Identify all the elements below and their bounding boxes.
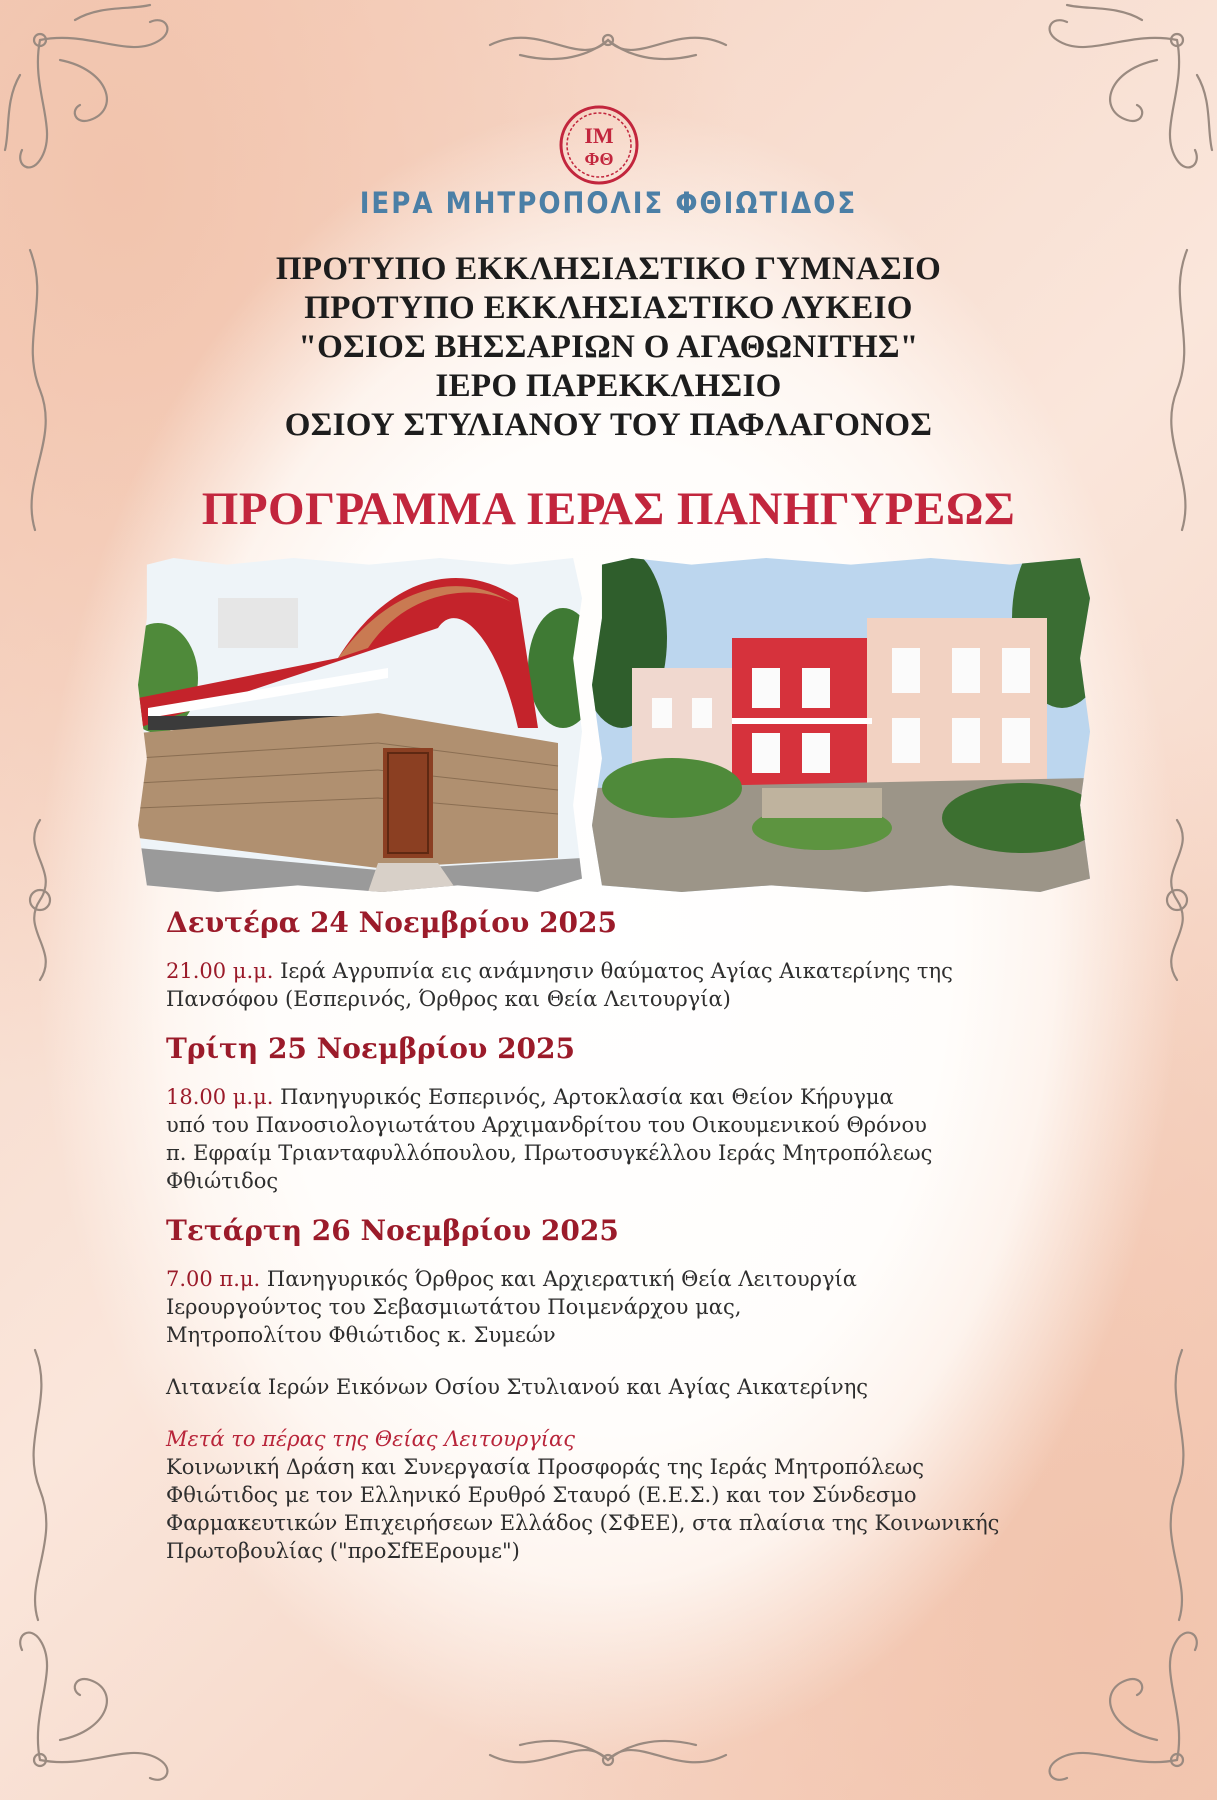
after-liturgy-text: Κοινωνική Δράση και Συνεργασία Προσφοράς της Ιεράς Μητροπόλεως xyxy=(166,1455,925,1479)
metropolis-logo-icon xyxy=(558,104,640,186)
heading-line: ΟΣΙΟΥ ΣΤΥΛΙΑΝΟΥ ΤΟΥ ΠΑΦΛΑΓΟΝΟΣ xyxy=(284,407,933,443)
logo-monogram-bottom: ΦΘ xyxy=(584,149,614,169)
corner-scroll-icon xyxy=(1050,5,1212,167)
right-side-vine-icon xyxy=(1167,250,1187,1620)
logo-monogram-top: ΙΜ xyxy=(584,123,614,148)
day-section xyxy=(166,1031,1066,1195)
school-building-photo xyxy=(592,558,1090,892)
entry-text: Πανσόφου (Εσπερινός, Όρθρος και Θεία Λειτουργία) xyxy=(166,987,731,1011)
entry-time: 18.00 μ.μ. xyxy=(166,1085,274,1109)
after-liturgy-text: Πρωτοβουλίας ("προΣfΕΕρουμε") xyxy=(166,1539,520,1563)
chapel-photo xyxy=(138,558,582,892)
schedule-entry xyxy=(166,957,1066,985)
day-title: Τετάρτη 26 Νοεμβρίου 2025 xyxy=(166,1214,619,1247)
corner-scroll-icon xyxy=(5,5,167,167)
day-section xyxy=(166,905,1066,1013)
corner-scroll-icon xyxy=(20,1633,167,1780)
entry-text: υπό του Πανοσιολογιωτάτου Αρχιμανδρίτου του Οικουμενικού Θρόνου xyxy=(166,1113,927,1137)
procession-note: Λιτανεία Ιερών Εικόνων Οσίου Στυλιανού και Αγίας Αικατερίνης xyxy=(166,1375,869,1399)
after-liturgy-heading: Μετά το πέρας της Θείας Λειτουργίας xyxy=(166,1427,575,1451)
heading-line: ΠΡΟΤΥΠΟ ΕΚΚΛΗΣΙΑΣΤΙΚΟ ΛΥΚΕΙΟ xyxy=(304,290,913,326)
entry-time: 7.00 π.μ. xyxy=(166,1267,261,1291)
heading-line: ΠΡΟΤΥΠΟ ΕΚΚΛΗΣΙΑΣΤΙΚΟ ΓΥΜΝΑΣΙΟ xyxy=(275,251,942,287)
day-section xyxy=(166,1213,1066,1349)
entry-text: π. Εφραίμ Τριανταφυλλόπουλου, Πρωτοσυγκέλλου Ιεράς Μητροπόλεως xyxy=(166,1141,933,1165)
entry-text: Πανηγυρικός Όρθρος και Αρχιερατική Θεία Λειτουργία xyxy=(260,1267,857,1291)
left-side-vine-icon xyxy=(30,250,50,1620)
schedule-entry xyxy=(166,1265,1066,1293)
entry-text: Μητροπολίτου Φθιώτιδος κ. Συμεών xyxy=(166,1323,556,1347)
feast-schedule xyxy=(166,905,1066,1565)
top-flourish-icon xyxy=(490,35,726,59)
day-title: Δευτέρα 24 Νοεμβρίου 2025 xyxy=(166,906,617,939)
after-liturgy-text: Φθιώτιδος με τον Ελληνικό Ερυθρό Σταυρό (Ε.Ε.Σ.) και τον Σύνδεσμο xyxy=(166,1483,917,1507)
after-liturgy-text: Φαρμακευτικών Επιχειρήσεων Ελλάδος (ΣΦΕΕ), στα πλαίσια της Κοινωνικής xyxy=(166,1511,1000,1535)
program-title: ΠΡΟΓΡΑΜΜΑ ΙΕΡΑΣ ΠΑΝΗΓΥΡΕΩΣ xyxy=(201,483,1016,535)
metropolis-name: ΙΕΡΑ ΜΗΤΡΟΠΟΛΙΣ ΦΘΙΩΤΙΔΟΣ xyxy=(359,186,858,220)
bottom-flourish-icon xyxy=(490,1741,726,1765)
heading-line: "ΟΣΙΟΣ ΒΗΣΣΑΡΙΩΝ Ο ΑΓΑΘΩΝΙΤΗΣ" xyxy=(298,329,919,365)
schedule-entry xyxy=(166,1083,1066,1111)
entry-text: Ιερουργούντος του Σεβασμιωτάτου Ποιμενάρχου μας, xyxy=(166,1295,742,1319)
heading-line: ΙΕΡΟ ΠΑΡΕΚΚΛΗΣΙΟ xyxy=(435,368,782,404)
school-heading xyxy=(0,250,1217,445)
entry-time: 21.00 μ.μ. xyxy=(166,959,274,983)
day-title: Τρίτη 25 Νοεμβρίου 2025 xyxy=(166,1032,575,1065)
entry-text: Πανηγυρικός Εσπερινός, Αρτοκλασία και Θείον Κήρυγμα xyxy=(273,1085,894,1109)
corner-scroll-icon xyxy=(1050,1633,1197,1780)
entry-text: Ιερά Αγρυπνία εις ανάμνησιν θαύματος Αγίας Αικατερίνης της xyxy=(273,959,953,983)
entry-text: Φθιώτιδος xyxy=(166,1169,279,1193)
